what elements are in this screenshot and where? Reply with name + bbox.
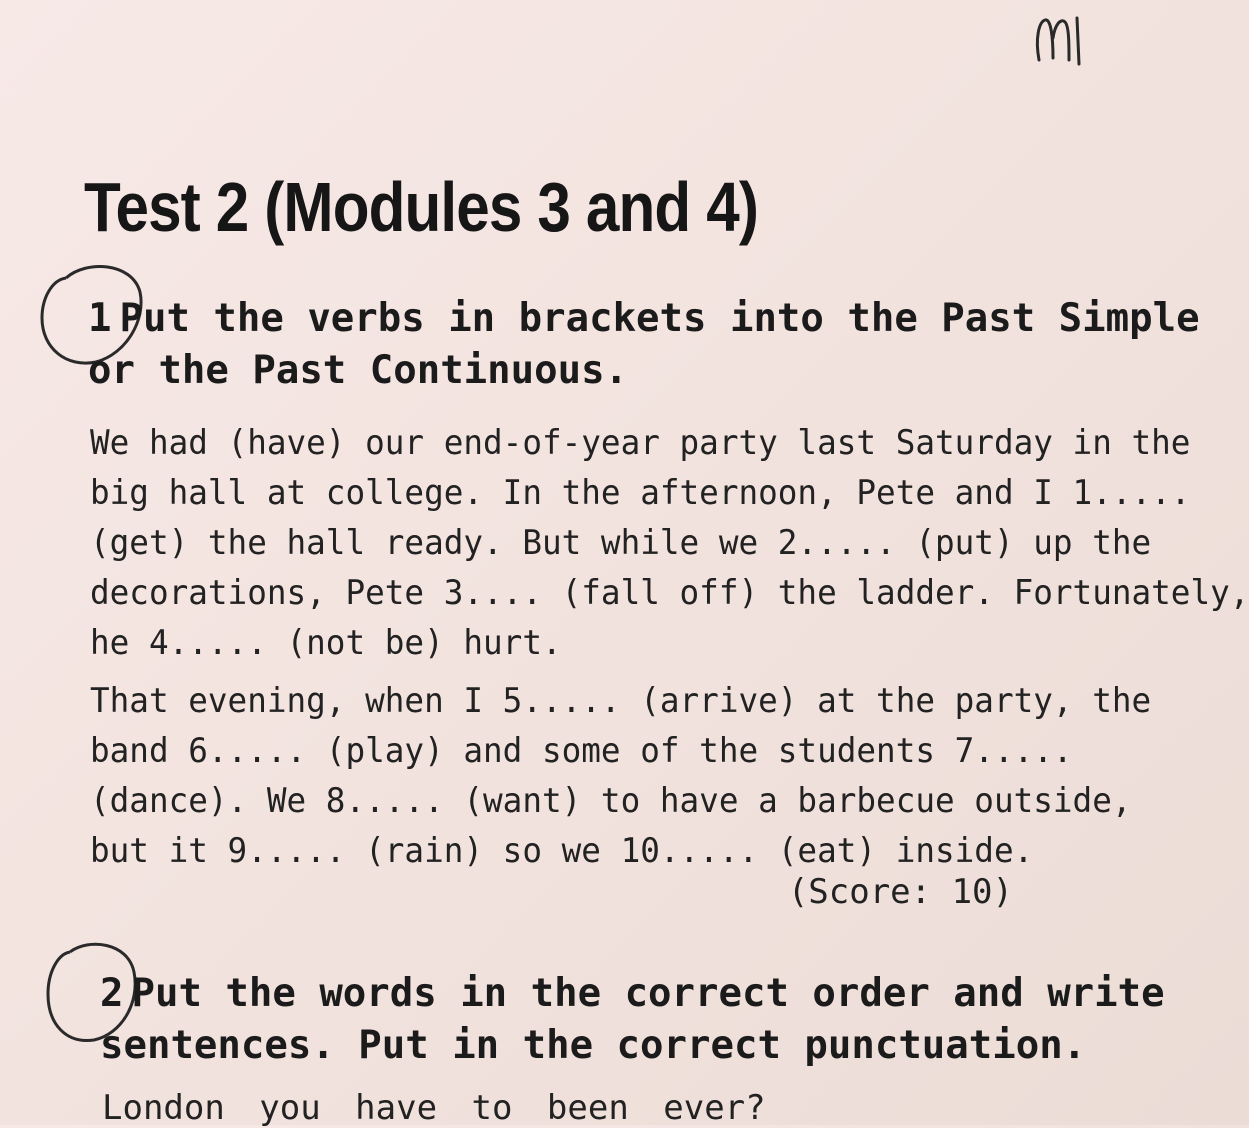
task1-paragraph-1 [90,418,1249,668]
passage-line: (dance). We 8..... (want) to have a barbecue outside, [90,781,1132,821]
handwritten-margin-mark [1027,8,1097,68]
task2-heading-line1: Put the words in the correct order and write [131,971,1165,1016]
passage-line: decorations, Pete 3.... (fall off) the ladder. Fortunately, [90,573,1249,613]
task2-heading-line2: sentences. Put in the correct punctuation. [100,1023,1087,1068]
passage-line: (get) the hall ready. But while we 2..... (put) up the [90,523,1152,563]
task1-heading [88,293,1200,397]
task2-number: 2 [100,971,124,1016]
task1-heading-line2: or the Past Continuous. [88,348,629,393]
passage-line: he 4..... (not be) hurt. [90,623,562,663]
task1-passage [90,418,1249,876]
task1-score: (Score: 10) [787,872,1013,912]
task1-heading-line1: Put the verbs in brackets into the Past Simple [119,296,1200,341]
task1-number: 1 [88,296,112,341]
task2-item-1: London you have to been ever? [102,1088,766,1128]
passage-line: but it 9..... (rain) so we 10..... (eat) inside. [90,831,1034,871]
passage-line: band 6..... (play) and some of the students 7..... [90,731,1073,771]
passage-line: We had (have) our end-of-year party last Saturday in the [90,423,1191,463]
page-title: Test 2 (Modules 3 and 4) [84,167,759,246]
task1-paragraph-2 [90,676,1249,876]
passage-line: big hall at college. In the afternoon, Pete and I 1..... [90,473,1191,513]
task2-heading [100,968,1165,1072]
passage-line: That evening, when I 5..... (arrive) at the party, the [90,681,1152,721]
